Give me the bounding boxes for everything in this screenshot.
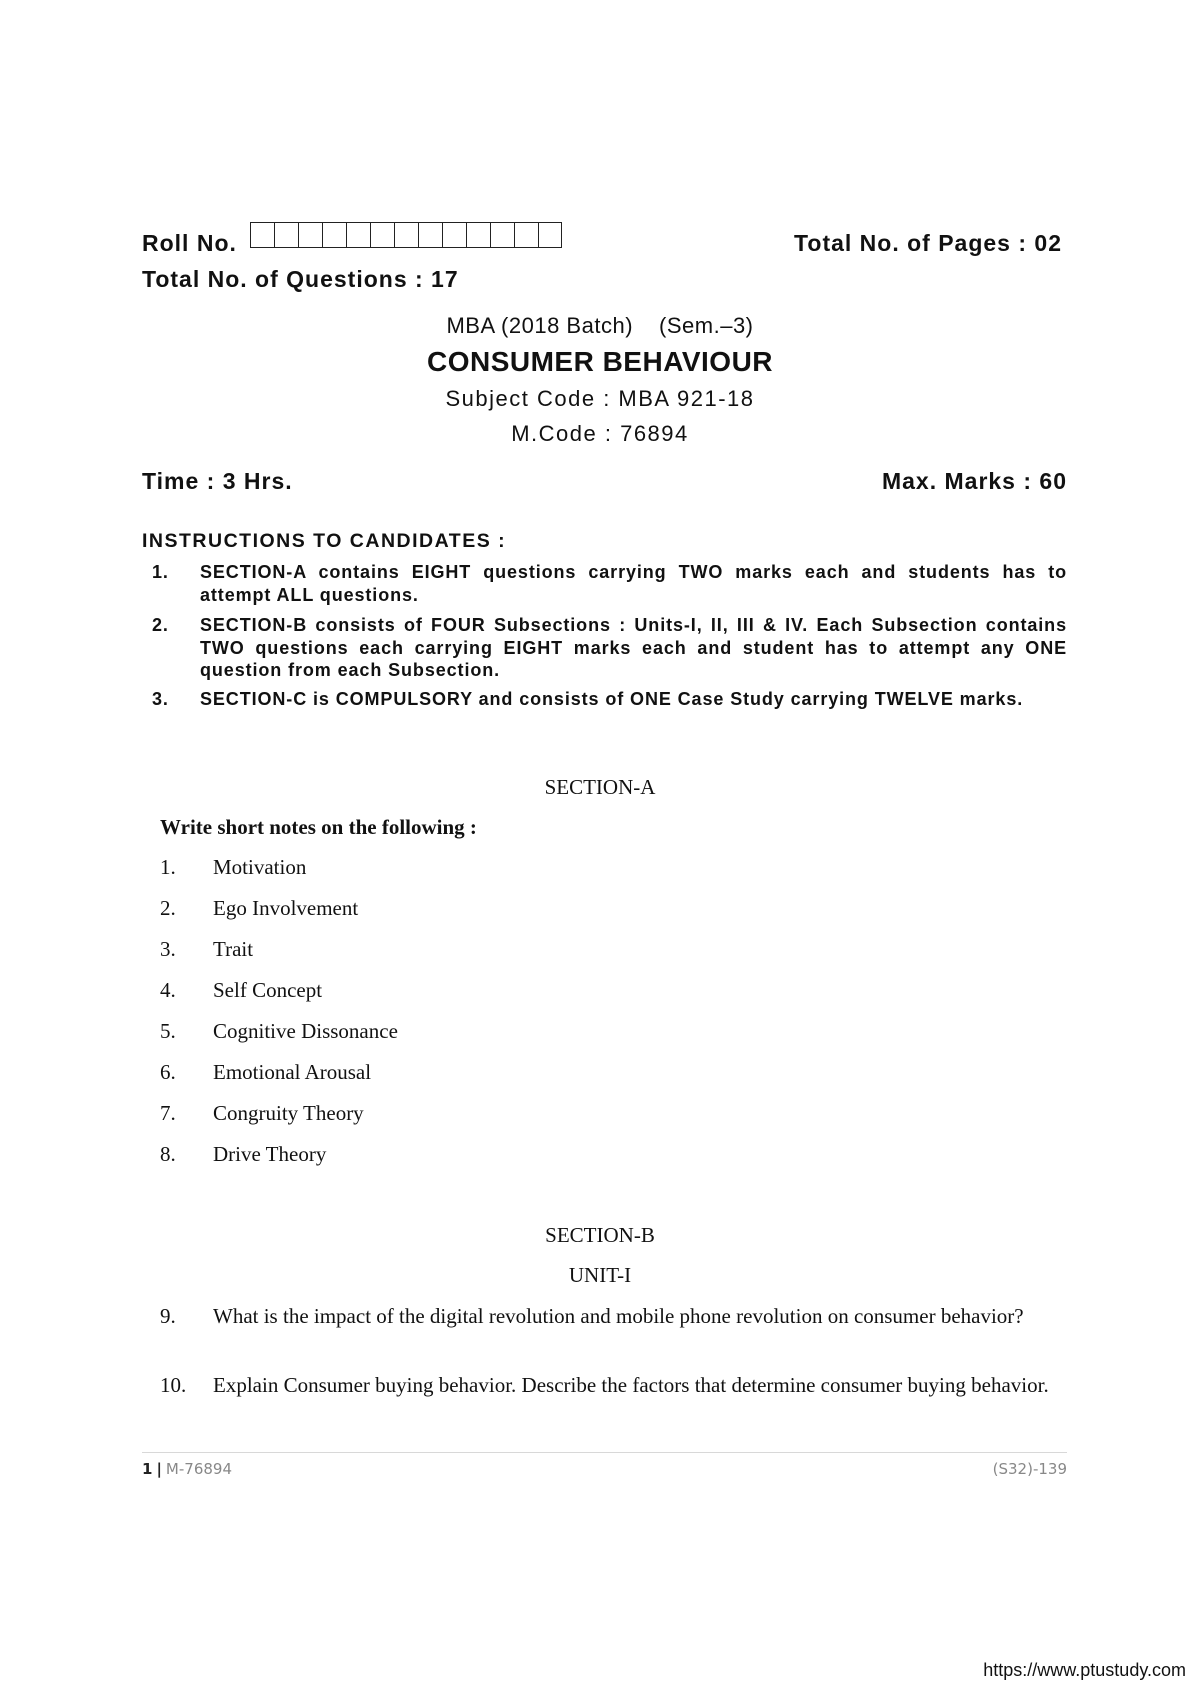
semester: (Sem.–3) <box>659 313 754 338</box>
item-text: Self Concept <box>213 978 323 1002</box>
list-item <box>160 896 398 937</box>
max-marks: Max. Marks : 60 <box>881 468 1067 494</box>
roll-number-box[interactable] <box>466 222 490 248</box>
footer-divider <box>142 1452 1067 1453</box>
item-number: 8. <box>160 1142 176 1166</box>
question-number: 9. <box>160 1304 176 1328</box>
total-pages: Total No. of Pages : 02 <box>794 230 1062 256</box>
item-text: Emotional Arousal <box>213 1060 372 1084</box>
item-number: 6. <box>160 1060 176 1084</box>
subject-code: Subject Code : MBA 921-18 <box>445 386 755 411</box>
roll-number-box[interactable] <box>274 222 298 248</box>
instruction-item <box>142 688 1067 711</box>
instruction-text: SECTION-C is COMPULSORY and consists of ONE Case Study carrying TWELVE marks. <box>200 689 1024 709</box>
list-item <box>160 1019 398 1060</box>
item-text: Drive Theory <box>213 1142 327 1166</box>
item-number: 1. <box>160 855 176 879</box>
question-item <box>160 1372 1067 1399</box>
roll-number-boxes[interactable] <box>250 222 562 248</box>
question-number: 10. <box>160 1373 187 1397</box>
m-code: M.Code : 76894 <box>511 421 689 446</box>
item-number: 5. <box>160 1019 176 1043</box>
instruction-item <box>142 614 1067 682</box>
instruction-text: SECTION-A contains EIGHT questions carrying TWO marks each and students has to attempt ALL questions. <box>200 562 1067 605</box>
item-text: Motivation <box>213 855 307 879</box>
list-item <box>160 1142 398 1183</box>
roll-number-box[interactable] <box>418 222 442 248</box>
roll-number-box[interactable] <box>394 222 418 248</box>
section-a-title: SECTION-A <box>544 775 656 799</box>
roll-number-box[interactable] <box>346 222 370 248</box>
list-item <box>160 937 398 978</box>
exam-time: Time : 3 Hrs. <box>142 468 293 494</box>
list-item <box>160 855 398 896</box>
roll-number-box[interactable] <box>490 222 514 248</box>
footer-left <box>142 1460 232 1478</box>
question-text: What is the impact of the digital revolution and mobile phone revolution on consumer behavior? <box>213 1304 1024 1328</box>
section-b-title: SECTION-B <box>545 1223 655 1247</box>
instruction-text: SECTION-B consists of FOUR Subsections : Units-I, II, III & IV. Each Subsection contains TWO questions each carrying EIGHT marks each and student has to attempt any ONE question from each Subsection. <box>200 615 1067 680</box>
total-questions: Total No. of Questions : 17 <box>142 266 459 292</box>
unit-title: UNIT-I <box>568 1263 632 1287</box>
footer-right-code: (S32)-139 <box>992 1460 1067 1478</box>
program-name: MBA (2018 Batch) <box>446 313 634 338</box>
item-text: Congruity Theory <box>213 1101 364 1125</box>
roll-number-box[interactable] <box>370 222 394 248</box>
program-line <box>0 313 1200 339</box>
instruction-item <box>142 561 1067 606</box>
section-a-list <box>160 855 398 1183</box>
item-number: 7. <box>160 1101 176 1125</box>
roll-number-box[interactable] <box>514 222 538 248</box>
item-text: Trait <box>213 937 254 961</box>
instruction-number: 2. <box>152 615 169 635</box>
item-number: 3. <box>160 937 176 961</box>
roll-number-box[interactable] <box>442 222 466 248</box>
question-text: Explain Consumer buying behavior. Describe the factors that determine consumer buying behavior. <box>213 1373 1049 1397</box>
watermark-url[interactable]: https://www.ptustudy.com <box>983 1660 1186 1680</box>
item-number: 4. <box>160 978 176 1002</box>
list-item <box>160 1060 398 1101</box>
roll-number-box[interactable] <box>322 222 346 248</box>
section-a-prompt: Write short notes on the following : <box>160 815 477 839</box>
instruction-number: 1. <box>152 562 169 582</box>
footer-separator: | <box>156 1460 162 1478</box>
roll-number-box[interactable] <box>538 222 562 248</box>
roll-number-box[interactable] <box>298 222 322 248</box>
footer-code: M-76894 <box>165 1460 232 1478</box>
roll-number-box[interactable] <box>250 222 274 248</box>
page-number: 1 <box>142 1460 153 1478</box>
instructions-heading: INSTRUCTIONS TO CANDIDATES : <box>142 530 507 552</box>
roll-number-label: Roll No. <box>142 230 237 256</box>
list-item <box>160 978 398 1019</box>
item-number: 2. <box>160 896 176 920</box>
subject-title: CONSUMER BEHAVIOUR <box>426 346 774 377</box>
instruction-number: 3. <box>152 689 169 709</box>
item-text: Cognitive Dissonance <box>213 1019 398 1043</box>
question-item <box>160 1303 1067 1330</box>
item-text: Ego Involvement <box>213 896 359 920</box>
list-item <box>160 1101 398 1142</box>
